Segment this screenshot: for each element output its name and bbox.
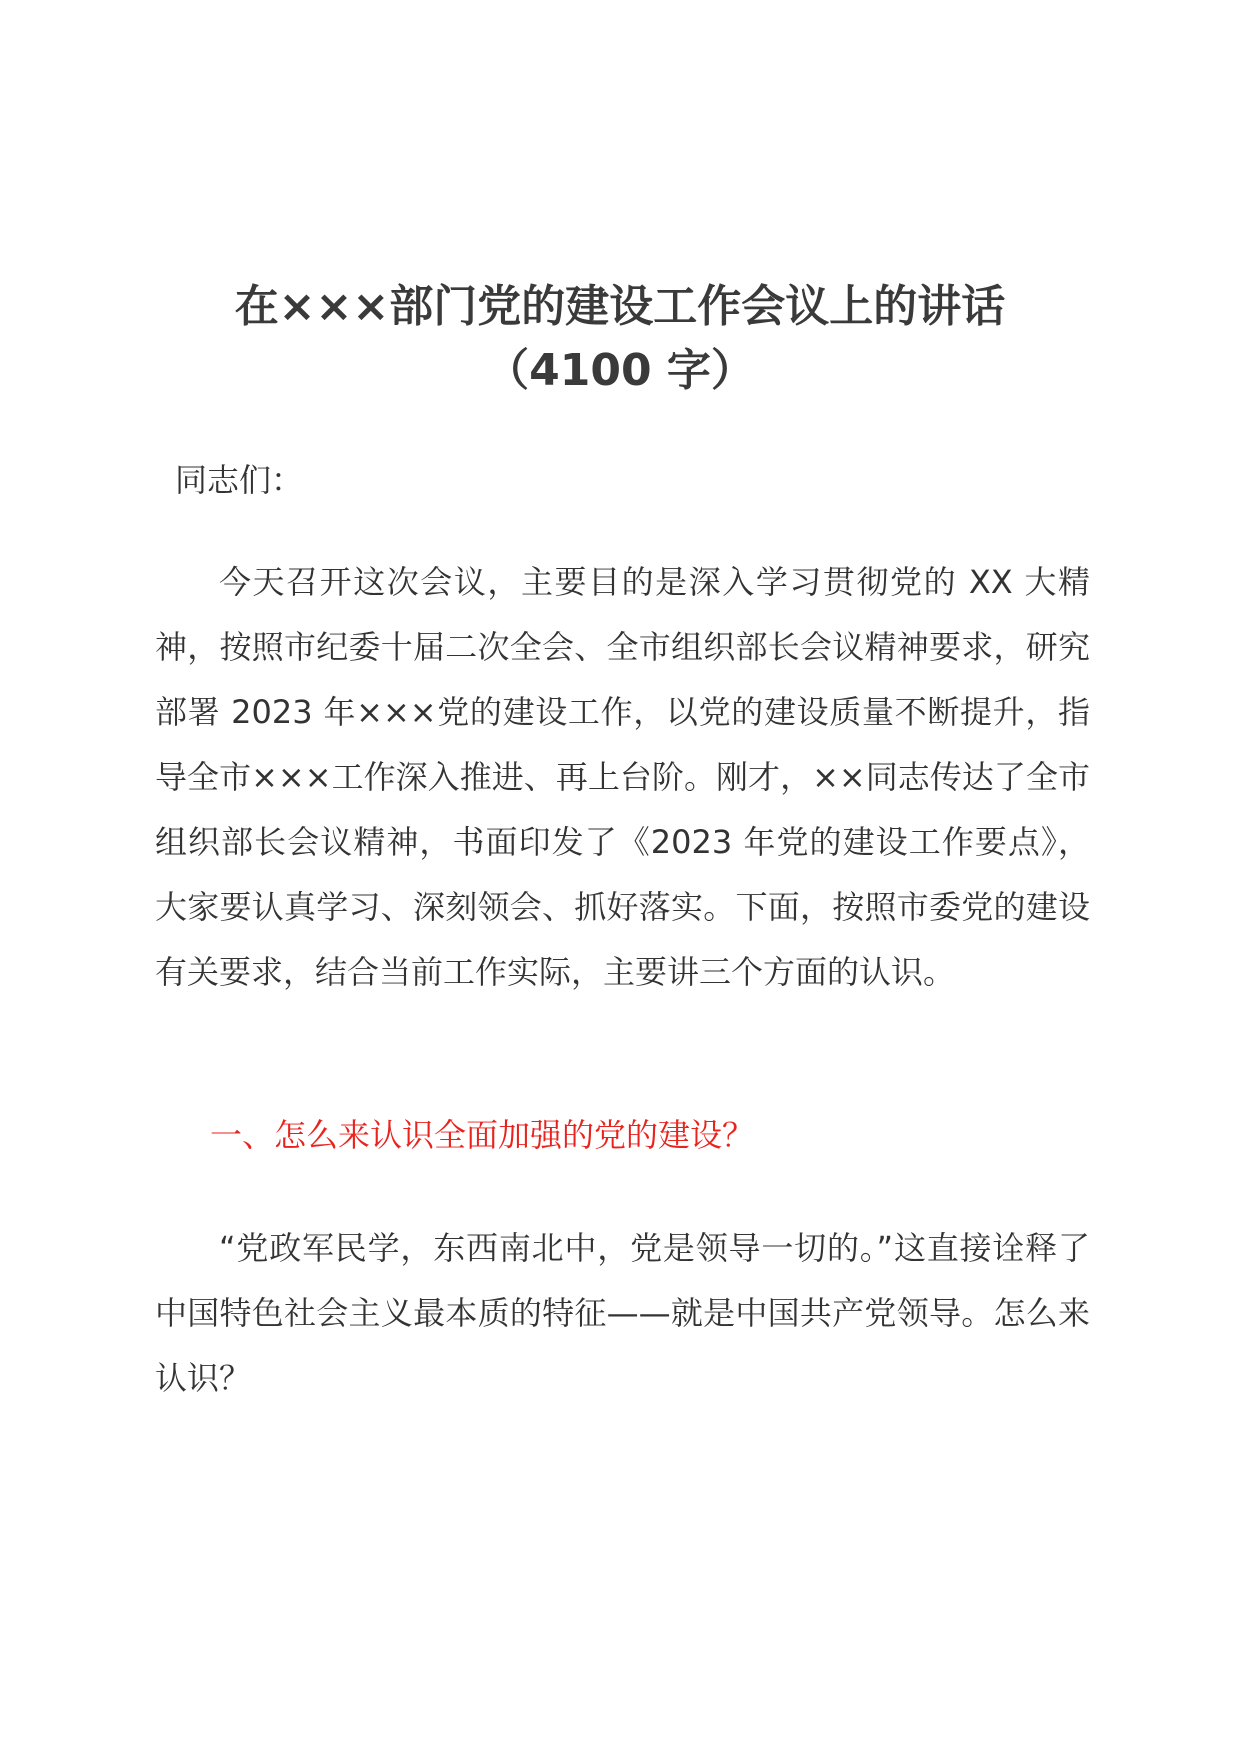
title-line-1: 在×××部门党的建设工作会议上的讲话	[234, 281, 1006, 332]
title-line-2: （4100 字）	[485, 345, 755, 396]
salutation: 同志们：	[175, 461, 304, 499]
section-heading-1: 一、怎么来认识全面加强的党的建设？	[210, 1116, 755, 1154]
document-title	[140, 275, 1100, 403]
intro-paragraph: 今天召开这次会议，主要目的是深入学习贯彻党的 XX 大精神，按照市纪委十届二次全会、全市组织部长会议精神要求，研究部署 2023 年×××党的建设工作，以党的建设质量不断提升，指导全市×××工作深入推进、再上台阶。刚才，××同志传达了全市组织部长会议精神，书面印发了《2023 年党的建设工作要点》，大家要认真学习、深刻领会、抓好落实。下面，按照市委党的建设有关要求，结合当前工作实际，主要讲三个方面的认识。	[155, 563, 1090, 991]
quote-paragraph: “党政军民学，东西南北中，党是领导一切的。”这直接诠释了中国特色社会主义最本质的特征——就是中国共产党领导。怎么来认识？	[155, 1229, 1090, 1397]
